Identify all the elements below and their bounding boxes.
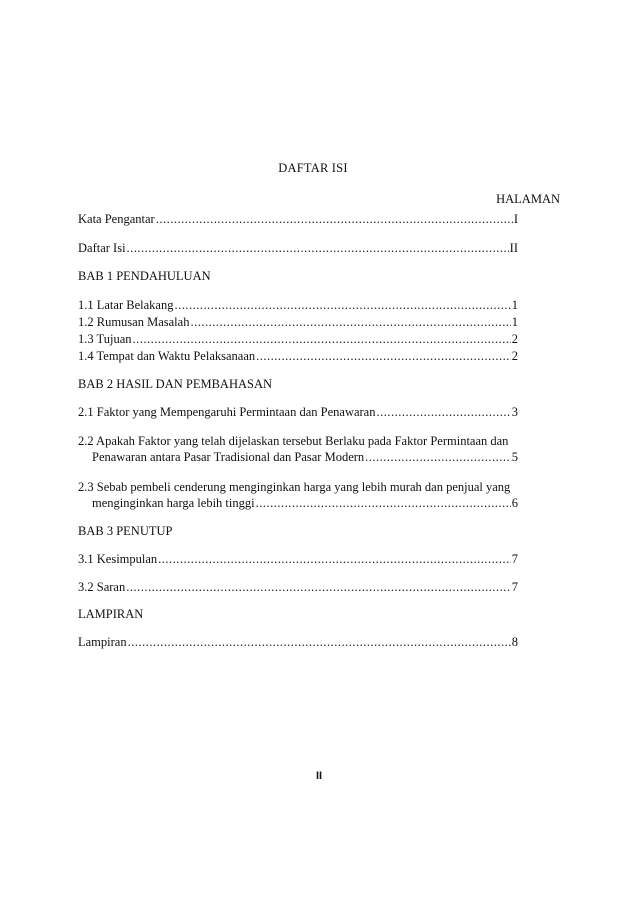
chapter-heading-lampiran[interactable]: LAMPIRAN [78, 607, 144, 621]
chapter-heading-bab-1[interactable]: BAB 1 PENDAHULUAN [78, 269, 211, 283]
toc-entry-label: Kata Pengantar [78, 212, 155, 226]
toc-entry-page: 7 [511, 580, 518, 594]
page-number-footer: II [315, 770, 323, 782]
toc-entry-page: 2 [511, 332, 518, 346]
page-column-label: HALAMAN [496, 192, 560, 206]
toc-entry-page: 1 [511, 298, 518, 312]
toc-entry-2-3[interactable] [78, 479, 518, 511]
toc-entry-daftar-isi[interactable] [78, 240, 518, 256]
toc-entry-1-3[interactable] [78, 331, 518, 347]
toc-entry-label: 3.2 Saran [78, 580, 126, 594]
toc-entry-label: 1.2 Rumusan Masalah [78, 315, 190, 329]
toc-entry-label-line1: 2.3 Sebab pembeli cenderung menginginkan harga yang lebih murah dan penjual yang [78, 480, 511, 494]
toc-entry-page: 5 [511, 450, 518, 464]
toc-entry-3-1[interactable] [78, 551, 518, 567]
toc-entry-page: 6 [511, 496, 518, 510]
chapter-heading-bab-2[interactable]: BAB 2 HASIL DAN PEMBAHASAN [78, 377, 273, 391]
toc-entry-label: 3.1 Kesimpulan [78, 552, 158, 566]
chapter-heading-bab-3[interactable]: BAB 3 PENUTUP [78, 524, 173, 538]
toc-entry-label: 1.1 Latar Belakang [78, 298, 174, 312]
toc-entry-2-1[interactable] [78, 404, 518, 420]
toc-entry-label-line1: 2.2 Apakah Faktor yang telah dijelaskan tersebut Berlaku pada Faktor Permintaan dan [78, 434, 509, 448]
toc-entry-1-1[interactable] [78, 297, 518, 313]
toc-entry-label: 1.3 Tujuan [78, 332, 132, 346]
toc-entry-1-2[interactable] [78, 314, 518, 330]
toc-entry-page: II [509, 241, 518, 255]
toc-entry-page: 7 [511, 552, 518, 566]
toc-entry-kata-pengantar[interactable] [78, 211, 518, 227]
toc-entry-page: 8 [511, 635, 518, 649]
toc-entry-label-line2: Penawaran antara Pasar Tradisional dan Pasar Modern [92, 450, 365, 464]
toc-entry-label: Daftar Isi [78, 241, 126, 255]
toc-entry-1-4[interactable] [78, 348, 518, 364]
toc-entry-page: I [513, 212, 518, 226]
toc-entry-3-2[interactable] [78, 579, 518, 595]
toc-entry-label: 2.1 Faktor yang Mempengaruhi Permintaan dan Penawaran [78, 405, 376, 419]
toc-entry-label-line2: menginginkan harga lebih tinggi [92, 496, 255, 510]
toc-entry-2-2[interactable] [78, 433, 518, 465]
toc-entry-label: 1.4 Tempat dan Waktu Pelaksanaan [78, 349, 256, 363]
toc-entry-page: 2 [511, 349, 518, 363]
toc-entry-page: 1 [511, 315, 518, 329]
toc-entry-lampiran[interactable] [78, 634, 518, 650]
toc-entry-label: Lampiran [78, 635, 127, 649]
page-title: DAFTAR ISI [278, 161, 348, 175]
toc-entry-page: 3 [511, 405, 518, 419]
